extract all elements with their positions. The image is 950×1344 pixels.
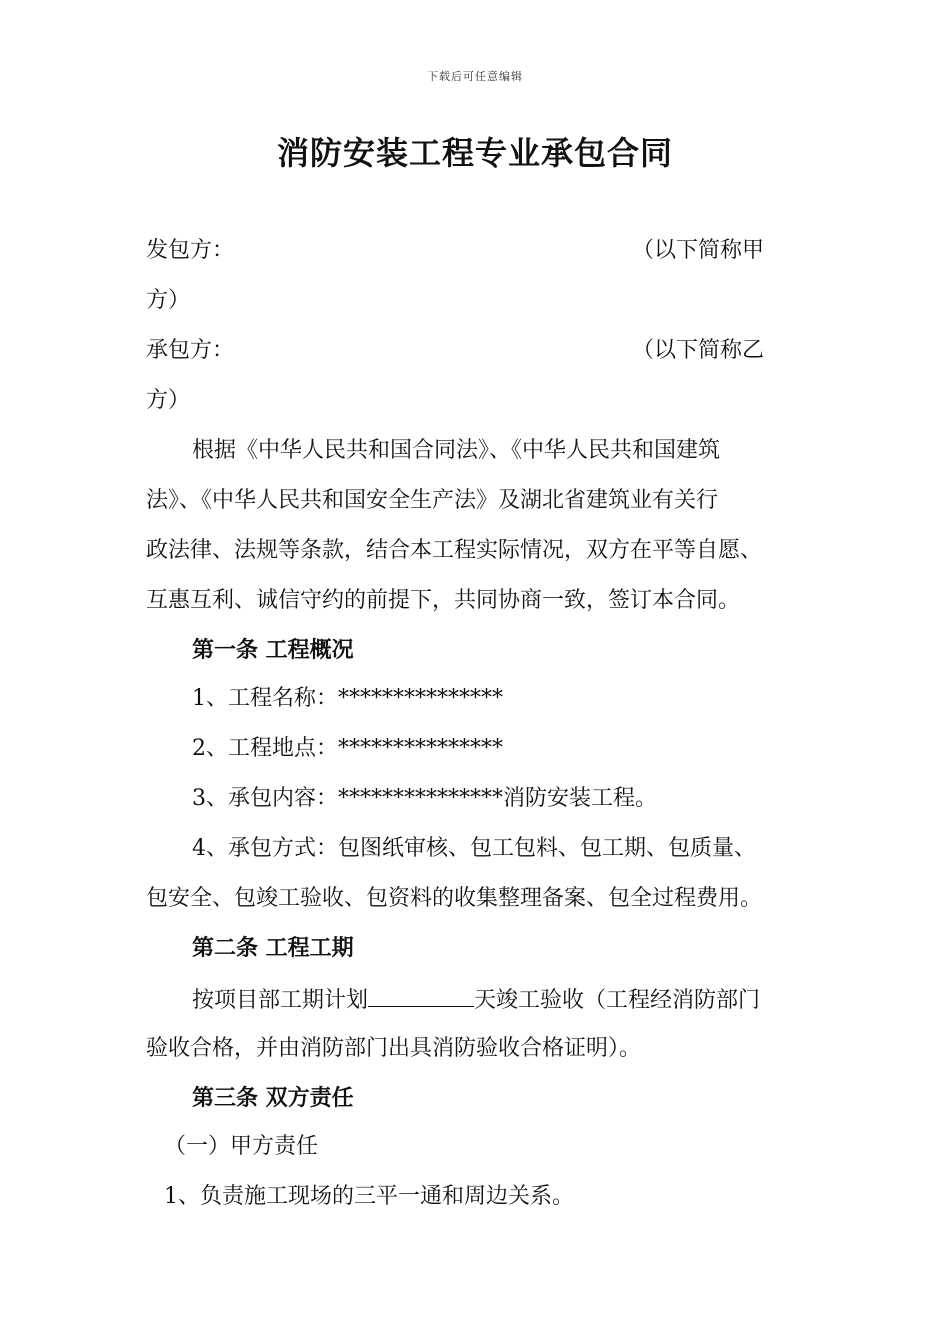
preamble-line-4: 互惠互利、诚信守约的前提下，共同协商一致，签订本合同。	[146, 588, 741, 613]
article-3-heading: 第三条 双方责任	[192, 1086, 354, 1111]
party-a-note-end: 方）	[146, 288, 191, 313]
article-2-line-1-start: 按项目部工期计划	[192, 988, 369, 1013]
party-a-label: 发包方：	[146, 238, 235, 263]
article-1-item-4: 4、承包方式：包图纸审核、包工包料、包工期、包质量、	[192, 836, 756, 861]
article-2-line-1-end: 天竣工验收（工程经消防部门	[474, 988, 761, 1013]
duration-blank-field[interactable]	[368, 984, 474, 1007]
party-a-note: （以下简称甲	[632, 238, 765, 263]
party-b-note: （以下简称乙	[632, 338, 765, 363]
article-3-item-1: 1、负责施工现场的三平一通和周边关系。	[164, 1184, 574, 1209]
article-2-heading: 第二条 工程工期	[192, 936, 354, 961]
article-3-subsection-1: （一）甲方责任	[164, 1134, 319, 1159]
page-header-note: 下载后可任意编辑	[427, 70, 523, 83]
article-1-item-3: 3、承包内容：***************消防安装工程。	[192, 786, 657, 811]
preamble-line-2: 法》、《中华人民共和国安全生产法》及湖北省建筑业有关行	[146, 488, 719, 513]
preamble-line-3: 政法律、法规等条款，结合本工程实际情况，双方在平等自愿、	[146, 538, 763, 563]
article-1-heading: 第一条 工程概况	[192, 638, 354, 663]
article-2-line-1	[192, 984, 760, 1016]
article-1-item-2: 2、工程地点：***************	[192, 736, 503, 761]
preamble-line-1: 根据《中华人民共和国合同法》、《中华人民共和国建筑	[192, 438, 721, 463]
article-1-item-1: 1、工程名称：***************	[192, 686, 503, 711]
article-1-item-4-continued: 包安全、包竣工验收、包资料的收集整理备案、包全过程费用。	[146, 886, 763, 911]
document-title: 消防安装工程专业承包合同	[276, 134, 673, 172]
party-b-label: 承包方：	[146, 338, 235, 363]
party-b-note-end: 方）	[146, 388, 191, 413]
article-2-line-2: 验收合格，并由消防部门出具消防验收合格证明）。	[146, 1036, 642, 1061]
